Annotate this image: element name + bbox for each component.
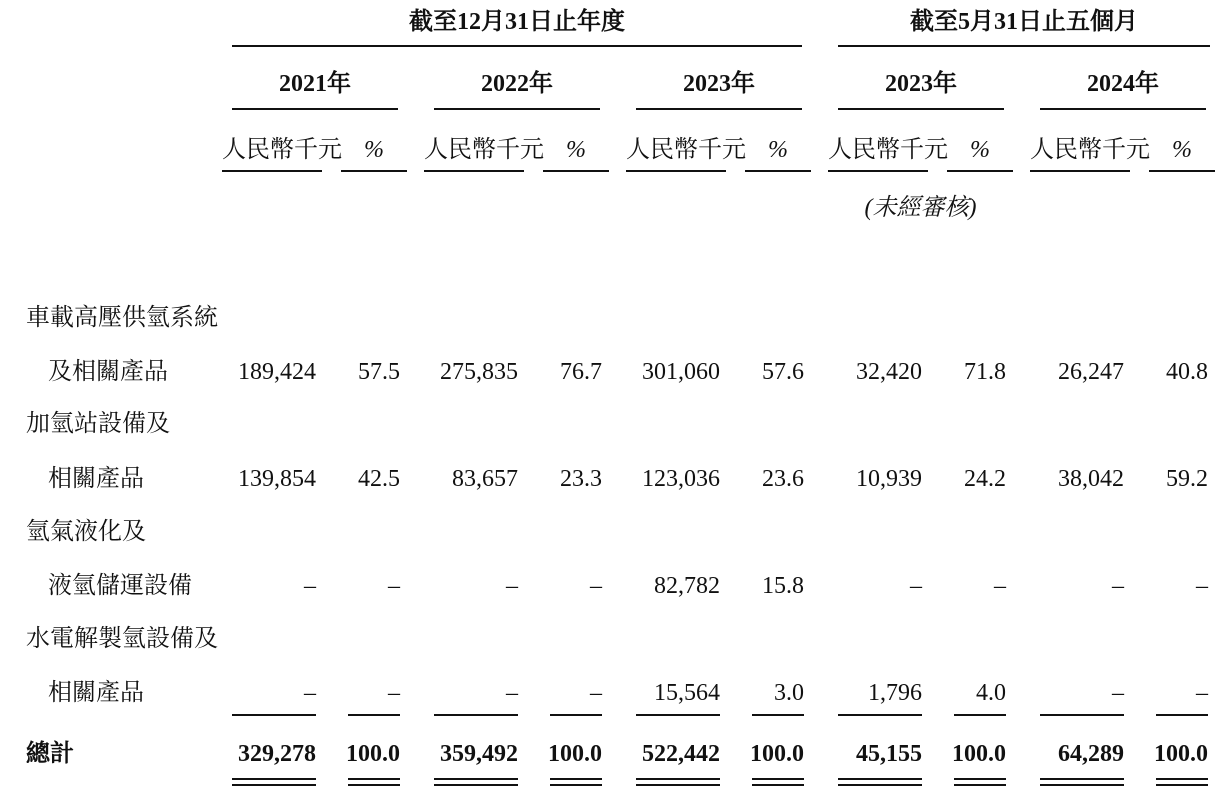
total-double-rule — [1040, 778, 1124, 780]
total-cell: 100.0 — [750, 741, 804, 767]
total-label: 總計 — [26, 741, 74, 767]
header-unit-rule — [626, 170, 726, 172]
total-cell: 522,442 — [642, 741, 720, 767]
header-unit-rmb: 人民幣千元 — [222, 137, 342, 163]
header-unit-pct: % — [768, 137, 788, 163]
header-unit-pct: % — [364, 137, 384, 163]
table-cell: 15.8 — [762, 573, 804, 599]
header-unit-rule — [222, 170, 322, 172]
table-cell: – — [506, 573, 518, 599]
table-cell: – — [388, 573, 400, 599]
header-unit-rmb: 人民幣千元 — [424, 137, 544, 163]
table-cell: – — [590, 680, 602, 706]
subtotal-rule — [434, 714, 518, 716]
header-unit-pct: % — [566, 137, 586, 163]
header-unit-rmb: 人民幣千元 — [828, 137, 948, 163]
header-year-rule — [1040, 108, 1206, 110]
total-double-rule — [434, 778, 518, 780]
table-cell: 57.6 — [762, 359, 804, 385]
header-unit-rule — [424, 170, 524, 172]
table-cell: 123,036 — [642, 466, 720, 492]
row-label-line2: 液氫儲運設備 — [48, 573, 192, 599]
subtotal-rule — [954, 714, 1006, 716]
subtotal-rule — [232, 714, 316, 716]
table-cell: 76.7 — [560, 359, 602, 385]
table-cell: – — [304, 573, 316, 599]
header-unit-rule — [947, 170, 1013, 172]
table-cell: 10,939 — [856, 466, 922, 492]
header-year-2023: 2023年 — [683, 71, 755, 97]
total-double-rule — [752, 784, 804, 786]
total-cell: 45,155 — [856, 741, 922, 767]
total-double-rule — [1156, 778, 1208, 780]
total-double-rule — [954, 784, 1006, 786]
header-unit-rule — [341, 170, 407, 172]
header-group-five-months: 截至5月31日止五個月 — [910, 9, 1138, 35]
total-double-rule — [348, 778, 400, 780]
subtotal-rule — [838, 714, 922, 716]
total-double-rule — [636, 784, 720, 786]
header-year-2021: 2021年 — [279, 71, 351, 97]
table-cell: – — [1196, 680, 1208, 706]
table-cell: 189,424 — [238, 359, 316, 385]
header-unit-rmb: 人民幣千元 — [626, 137, 746, 163]
table-cell: 32,420 — [856, 359, 922, 385]
total-double-rule — [1156, 784, 1208, 786]
table-cell: 301,060 — [642, 359, 720, 385]
row-label-line1: 水電解製氫設備及 — [26, 626, 218, 652]
total-double-rule — [636, 778, 720, 780]
table-cell: – — [388, 680, 400, 706]
table-cell: – — [1112, 680, 1124, 706]
total-double-rule — [434, 784, 518, 786]
subtotal-rule — [752, 714, 804, 716]
table-cell: 59.2 — [1166, 466, 1208, 492]
table-cell: 139,854 — [238, 466, 316, 492]
header-year-2022: 2022年 — [481, 71, 553, 97]
header-year-rule — [232, 108, 398, 110]
header-unit-rule — [543, 170, 609, 172]
header-group-year-rule — [232, 45, 802, 47]
total-double-rule — [1040, 784, 1124, 786]
row-label-line2: 相關產品 — [48, 680, 144, 706]
total-double-rule — [550, 784, 602, 786]
subtotal-rule — [1156, 714, 1208, 716]
table-cell: – — [994, 573, 1006, 599]
total-cell: 329,278 — [238, 741, 316, 767]
table-cell: 26,247 — [1058, 359, 1124, 385]
unaudited-note: (未經審核) — [864, 195, 977, 221]
total-double-rule — [550, 778, 602, 780]
total-cell: 359,492 — [440, 741, 518, 767]
total-cell: 100.0 — [1154, 741, 1208, 767]
header-unit-rule — [1149, 170, 1215, 172]
table-cell: – — [304, 680, 316, 706]
table-cell: 23.6 — [762, 466, 804, 492]
table-cell: 4.0 — [976, 680, 1006, 706]
table-cell: 38,042 — [1058, 466, 1124, 492]
total-cell: 100.0 — [952, 741, 1006, 767]
subtotal-rule — [348, 714, 400, 716]
table-cell: 83,657 — [452, 466, 518, 492]
header-unit-rule — [1030, 170, 1130, 172]
header-year-rule — [636, 108, 802, 110]
header-year-2024: 2024年 — [1087, 71, 1159, 97]
table-cell: 23.3 — [560, 466, 602, 492]
total-double-rule — [232, 784, 316, 786]
total-double-rule — [838, 778, 922, 780]
header-year-rule — [838, 108, 1004, 110]
table-cell: 24.2 — [964, 466, 1006, 492]
total-double-rule — [752, 778, 804, 780]
row-label-line2: 及相關產品 — [48, 359, 168, 385]
table-cell: – — [590, 573, 602, 599]
subtotal-rule — [550, 714, 602, 716]
row-label-line1: 車載高壓供氫系統 — [26, 305, 218, 331]
table-cell: 1,796 — [868, 680, 922, 706]
table-cell: – — [506, 680, 518, 706]
table-cell: 42.5 — [358, 466, 400, 492]
total-double-rule — [838, 784, 922, 786]
total-cell: 64,289 — [1058, 741, 1124, 767]
total-double-rule — [348, 784, 400, 786]
header-unit-rule — [828, 170, 928, 172]
total-cell: 100.0 — [346, 741, 400, 767]
subtotal-rule — [636, 714, 720, 716]
row-label-line1: 氫氣液化及 — [26, 519, 146, 545]
table-cell: – — [1112, 573, 1124, 599]
row-label-line1: 加氫站設備及 — [26, 411, 170, 437]
header-year-rule — [434, 108, 600, 110]
header-unit-pct: % — [1172, 137, 1192, 163]
total-cell: 100.0 — [548, 741, 602, 767]
total-double-rule — [232, 778, 316, 780]
table-cell: 3.0 — [774, 680, 804, 706]
header-group-year: 截至12月31日止年度 — [409, 9, 625, 35]
header-unit-pct: % — [970, 137, 990, 163]
table-cell: – — [910, 573, 922, 599]
total-double-rule — [954, 778, 1006, 780]
subtotal-rule — [1040, 714, 1124, 716]
header-unit-rmb: 人民幣千元 — [1030, 137, 1150, 163]
table-cell: 275,835 — [440, 359, 518, 385]
table-cell: 40.8 — [1166, 359, 1208, 385]
header-unit-rule — [745, 170, 811, 172]
table-cell: 82,782 — [654, 573, 720, 599]
header-group-five-months-rule — [838, 45, 1210, 47]
row-label-line2: 相關產品 — [48, 466, 144, 492]
table-cell: 71.8 — [964, 359, 1006, 385]
table-cell: 57.5 — [358, 359, 400, 385]
header-year-2023-five-months: 2023年 — [885, 71, 957, 97]
table-cell: 15,564 — [654, 680, 720, 706]
table-cell: – — [1196, 573, 1208, 599]
